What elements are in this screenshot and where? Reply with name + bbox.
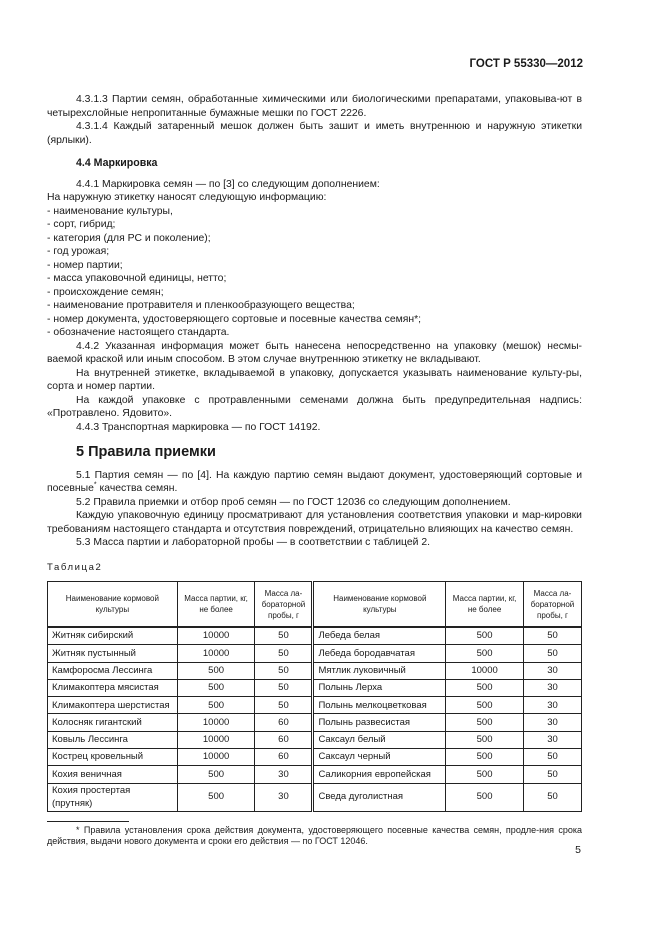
paragraph-5-1-text: 5.1 Партия семян — по [4]. На каждую партию семян выдают документ, удостоверяющий сортовые и посевные [47, 469, 582, 494]
table-cell: Колосняк гигантский [48, 714, 178, 731]
paragraph-warning: На каждой упаковке с протравленными семенами должна быть предупредительная надпись: «Протравлено. Ядовито». [47, 394, 582, 419]
table-cell: 50 [255, 627, 313, 645]
table-cell: 500 [446, 731, 524, 748]
seed-mass-table [47, 581, 582, 812]
table-cell: 500 [446, 697, 524, 714]
table-cell: 500 [446, 645, 524, 662]
table-cell: 10000 [446, 662, 524, 679]
footnote-divider [47, 821, 129, 822]
table-cell: 60 [255, 731, 313, 748]
table-row [48, 645, 582, 662]
table-cell: Климакоптера шерстистая [48, 697, 178, 714]
table-cell: 10000 [177, 731, 255, 748]
table-row [48, 731, 582, 748]
list-item: - сорт, гибрид; [47, 219, 116, 230]
paragraph-inner-label: На внутренней этикетке, вкладываемой в упаковку, допускается указывать наименование культу-ры, сорта и номер партии. [47, 367, 582, 392]
table-cell: 50 [255, 645, 313, 662]
table-cell: 30 [523, 662, 581, 679]
table-cell: 50 [523, 645, 581, 662]
list-item: - категория (для РС и поколение); [47, 232, 211, 244]
table-cell: Камфоросма Лессинга [48, 662, 178, 679]
table-header-row [48, 582, 582, 628]
list-item: - номер партии; [47, 259, 123, 271]
table-cell: 500 [446, 627, 524, 645]
list-item: - наименование протравителя и пленкообразующего вещества; [47, 300, 355, 311]
list-item: - номер документа, удостоверяющего сортовые и посевные качества семян*; [47, 313, 422, 325]
table-cell: 60 [255, 749, 313, 766]
column-header-crop: Наименование кормовой культуры [48, 582, 178, 628]
table-cell: Кострец кровельный [48, 749, 178, 766]
table-cell: 500 [177, 766, 255, 783]
table-cell: 10000 [177, 627, 255, 645]
table-cell: Кохия веничная [48, 766, 178, 783]
table-cell: 500 [177, 679, 255, 696]
paragraph-4-4-3: 4.4.3 Транспортная маркировка — по ГОСТ 14192. [76, 421, 321, 433]
table-cell: Сведа дуголистная [313, 783, 446, 811]
section-5-heading: 5 Правила приемки [76, 444, 216, 460]
paragraph-label-lead: На наружную этикетку наносят следующую информацию: [47, 192, 327, 203]
paragraph-4-4-1: 4.4.1 Маркировка семян — по [3] со следующим дополнением: [76, 178, 380, 190]
table-cell: 50 [255, 662, 313, 679]
paragraph-5-3: 5.3 Масса партии и лабораторной пробы — в соответствии с таблицей 2. [76, 537, 430, 548]
table-cell: Полынь Лерха [313, 679, 446, 696]
table-cell: 500 [446, 766, 524, 783]
column-header-crop-2: Наименование кормовой культуры [313, 582, 446, 628]
column-header-sample-mass-2: Масса ла-бораторной пробы, г [523, 582, 581, 628]
table-cell: 500 [446, 783, 524, 811]
paragraph-4-4-2: 4.4.2 Указанная информация может быть нанесена непосредственно на упаковку (мешок) несмы-ваемой краской или иным способом. В этом случае внутреннюю этикетку не вкладывают. [47, 340, 582, 365]
table-cell: 30 [523, 731, 581, 748]
page-header-doc-code: ГОСТ Р 55330—2012 [469, 58, 583, 70]
table-cell: 30 [523, 697, 581, 714]
table-cell: 50 [523, 766, 581, 783]
table-cell: Саксаул черный [313, 749, 446, 766]
table-cell: 500 [446, 749, 524, 766]
footnote-marker: * [93, 481, 97, 489]
document-body [47, 93, 582, 848]
table-cell: 50 [523, 749, 581, 766]
table-cell: Кохия простертая (прутняк) [48, 783, 178, 811]
list-item: - наименование культуры, [47, 205, 173, 217]
table-cell: 10000 [177, 749, 255, 766]
list-item: - происхождение семян; [47, 286, 164, 298]
table-row [48, 749, 582, 766]
table-cell: 500 [177, 783, 255, 811]
table-cell: 60 [255, 714, 313, 731]
table-cell: 500 [177, 662, 255, 679]
table-row [48, 679, 582, 696]
table-cell: 500 [446, 714, 524, 731]
table-cell: 50 [523, 627, 581, 645]
table-row [48, 714, 582, 731]
table-cell: 30 [523, 679, 581, 696]
table-cell: 10000 [177, 714, 255, 731]
paragraph-4-3-1-3: 4.3.1.3 Партии семян, обработанные химическими или биологическими препаратами, упаковыва-ют в четырехслойные непропитанные бумажные мешки по ГОСТ 2226. [47, 94, 582, 119]
table-cell: 50 [255, 679, 313, 696]
paragraph-5-2: 5.2 Правила приемки и отбор проб семян — по ГОСТ 12036 со следующим дополнением. [76, 496, 511, 508]
table-cell: Климакоптера мясистая [48, 679, 178, 696]
column-header-lot-mass-2: Масса партии, кг, не более [446, 582, 524, 628]
table-cell: Житняк сибирский [48, 627, 178, 645]
table-row [48, 627, 582, 645]
table-label: Таблица2 [47, 561, 103, 573]
list-item: - масса упаковочной единицы, нетто; [47, 273, 227, 284]
paragraph-4-3-1-4: 4.3.1.4 Каждый затаренный мешок должен быть зашит и иметь внутреннюю и наружную этикетки (ярлыки). [47, 121, 582, 146]
table-cell: Полынь развесистая [313, 714, 446, 731]
column-header-sample-mass: Масса ла-бораторной пробы, г [255, 582, 313, 628]
table-cell: Ковыль Лессинга [48, 731, 178, 748]
table-cell: Житняк пустынный [48, 645, 178, 662]
table-cell: Саликорния европейская [313, 766, 446, 783]
paragraph-5-1-tail: качества семян. [96, 483, 178, 494]
table-cell: Саксаул белый [313, 731, 446, 748]
table-cell: 10000 [177, 645, 255, 662]
table-cell: Лебеда белая [313, 627, 446, 645]
section-4-4-heading: 4.4 Маркировка [76, 157, 158, 169]
column-header-lot-mass: Масса партии, кг, не более [177, 582, 255, 628]
table-row [48, 766, 582, 783]
table-cell: 30 [523, 714, 581, 731]
footnote: * Правила установления срока действия документа, удостоверяющего посевные качества семян, продле-ния срока действия, выдачи нового документа и сроки его действия — по ГОСТ 12046. [47, 824, 582, 847]
table-cell: 50 [255, 697, 313, 714]
table-row [48, 783, 582, 811]
table-cell: 30 [255, 766, 313, 783]
paragraph-5-2-inspection: Каждую упаковочную единицу просматривают для установления соответствия упаковки и мар-кировки требованиям настоящего стандарта и отсутствия повреждений, отрицательно влияющих на качество семян. [47, 510, 582, 535]
paragraph-5-1 [47, 469, 582, 496]
table-cell: 50 [523, 783, 581, 811]
table-cell: 500 [446, 679, 524, 696]
table-cell: Лебеда бородавчатая [313, 645, 446, 662]
table-row [48, 662, 582, 679]
table-row [48, 697, 582, 714]
list-item: - обозначение настоящего стандарта. [47, 327, 230, 338]
list-item: - год урожая; [47, 246, 110, 257]
table-cell: Полынь мелкоцветковая [313, 697, 446, 714]
table-cell: 500 [177, 697, 255, 714]
page-number: 5 [575, 844, 581, 856]
table-body [48, 627, 582, 811]
table-cell: Мятлик луковичный [313, 662, 446, 679]
table-cell: 30 [255, 783, 313, 811]
